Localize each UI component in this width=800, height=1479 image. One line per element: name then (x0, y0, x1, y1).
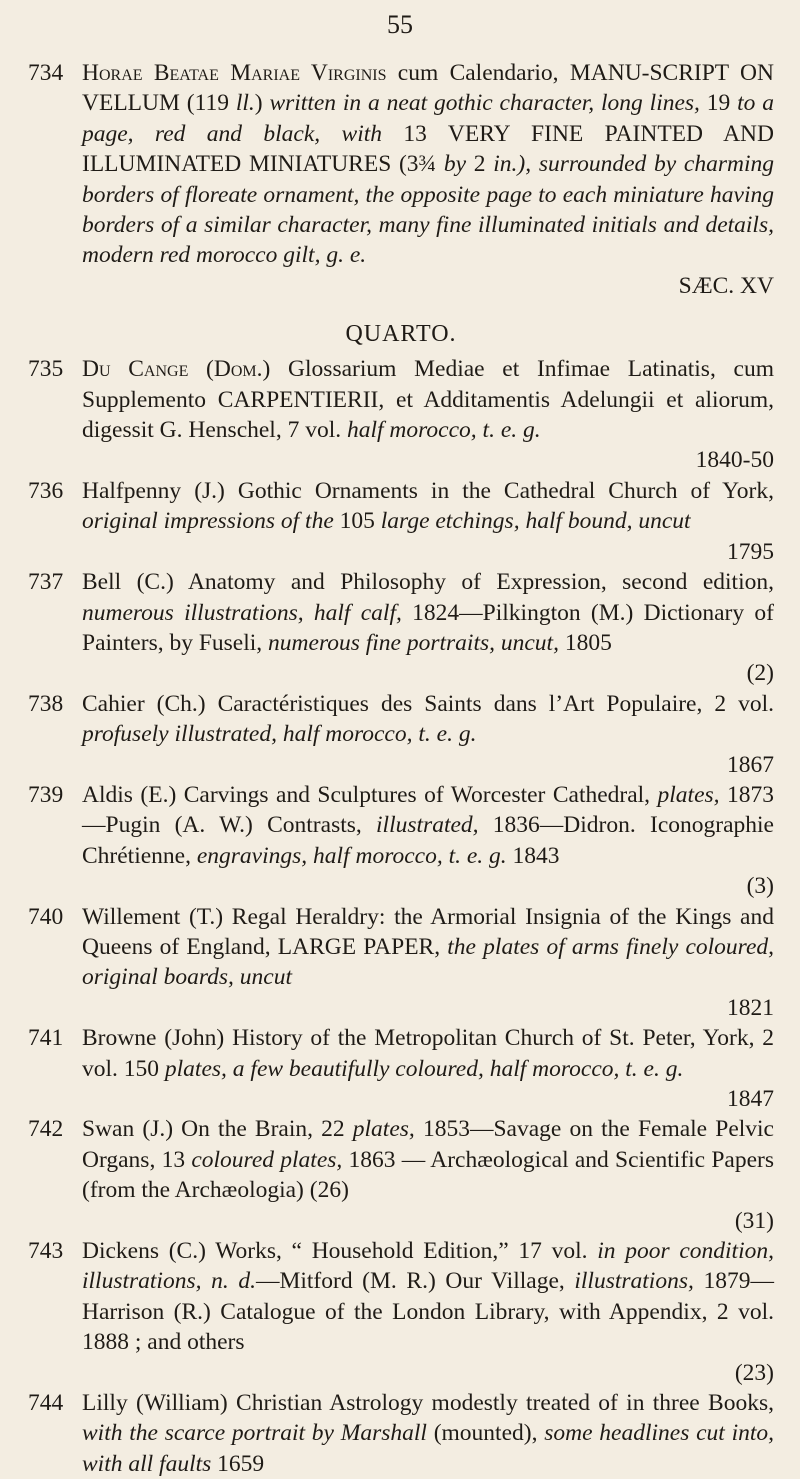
entry-segment: 105 (333, 508, 381, 535)
entry-segment: 13 VERY FINE PAINTED AND ILLUMINATED MINIATURES (3¾ (82, 120, 774, 178)
lot-number: 734 (28, 60, 64, 86)
entry-segment: Willement (T.) Regal Heraldry: the Armorial Insignia of the Kings and Queens of England, LARGE PAPER, (82, 903, 774, 960)
entry-text (82, 476, 774, 537)
entry-segment: engravings, half morocco, t. e. g. (196, 842, 507, 869)
entry-segment: profusely illustrated, half morocco, t. e. g. (82, 721, 477, 748)
entry-segment: Lilly (William) Christian Astrology modestly treated of in three Books, (82, 1390, 774, 1417)
entry-segment: 1824—Pilkington (M.) Dictionary of Painters, by Fuseli, (82, 599, 774, 656)
entry-tail: (2) (746, 660, 774, 687)
lot-number: 743 (28, 1238, 64, 1265)
entry-tail-row (28, 271, 774, 301)
entry-segment: Dickens (C.) Works, “ Household Edition,” 17 vol. (82, 1238, 598, 1265)
entry-tail-row (28, 1206, 774, 1236)
entry-text (82, 354, 774, 445)
entry-segment: Cahier (Ch.) Caractéristiques des Saints dans l’Art Populaire, 2 vol. (82, 690, 774, 717)
entry-segment: original impressions of the (82, 508, 334, 535)
entry-title: Du Cange (Dom.) (82, 356, 271, 383)
section-heading: QUARTO. (345, 321, 457, 348)
entry-segment: plates, a few beautifully coloured, half morocco, t. e. g. (164, 1055, 684, 1082)
list-item (28, 1023, 774, 1084)
list-item (28, 476, 774, 537)
entry-segment: 2 (466, 151, 494, 178)
entry-text (82, 58, 774, 271)
entry-segment: half morocco, t. e. g. (347, 417, 541, 444)
entry-segment: Browne (John) History of the Metropolitan Church of St. Peter, York, 2 vol. 150 (82, 1025, 774, 1082)
entry-segment: Aldis (E.) Carvings and Sculptures of Worcester Cathedral, (82, 781, 658, 808)
lot-number: 740 (28, 903, 64, 930)
entry-segment: Halfpenny (J.) Gothic Ornaments in the Cathedral Church of York, (82, 477, 774, 504)
lot-number: 735 (28, 356, 64, 383)
entry-tail: 1795 (727, 538, 774, 565)
entry-segment: coloured plates, (191, 1146, 343, 1173)
entry-segment: 19 (699, 90, 738, 117)
entry-segment: numerous fine portraits, uncut, (268, 629, 559, 656)
entry-segment: Swan (J.) On the Brain, 22 (82, 1116, 353, 1143)
entry-segment: Bell (C.) Anatomy and Philosophy of Expression, second edition, (82, 569, 774, 596)
entry-tail: 1840-50 (695, 447, 774, 474)
lot-number: 742 (28, 1116, 64, 1143)
entry-segment: (mounted), (426, 1420, 545, 1447)
entry-tail-row (28, 1358, 774, 1388)
entry-segment: plates, (657, 781, 720, 808)
entry-text (82, 689, 774, 750)
entry-tail-row (28, 750, 774, 780)
entry-tail: (3) (746, 873, 774, 900)
entry-text (82, 902, 774, 993)
entry-tail-row (28, 1084, 774, 1114)
entry-segment: 1863 — Archæological and Scientific Papers (from the Archæologia) (26) (82, 1146, 775, 1204)
entry-segment: —Mitford (M. R.) Our Village, (255, 1268, 575, 1295)
entry-segment: ) (254, 90, 270, 117)
entry-segment: in.), surrounded by charming borders of floreate ornament, the opposite page to each miniature having borders of a similar character, many fine illuminated initials and details, modern red morocco gilt, g. e. (82, 151, 774, 269)
entry-segment: written in a neat gothic character, long lines, (269, 90, 700, 117)
entry-tail: 1867 (727, 751, 774, 778)
entry-tail-row (28, 658, 774, 688)
entry-list (28, 58, 774, 1479)
entry-segment: Glossarium Mediae et Infimae Latinatis, cum Supplemento CARPENTIERII, et Additamentis Adelungii et aliorum, digessit G. Henschel, 7 vol. (82, 356, 774, 444)
entry-segment: numerous illustrations, half calf, (82, 599, 402, 626)
lot-number: 744 (28, 1390, 64, 1417)
list-item (28, 902, 774, 993)
entry-segment: to a page, red and black, with (82, 90, 775, 147)
list-item (28, 58, 774, 271)
lot-number: 738 (28, 690, 64, 717)
page-number: 55 (387, 10, 413, 39)
entry-text (82, 780, 774, 871)
entry-segment: 1659 (211, 1450, 265, 1477)
entry-text (82, 1388, 774, 1479)
entry-segment: illustrations, (574, 1268, 694, 1295)
entry-segment: 1805 (558, 629, 612, 656)
entry-segment: the plates of arms finely coloured, original boards, uncut (82, 933, 774, 991)
entry-tail-row (28, 445, 774, 475)
entry-tail: 1847 (727, 1086, 774, 1112)
lot-number: 739 (28, 781, 64, 808)
entry-segment: illustrated, (376, 812, 479, 839)
entry-segment: some headlines cut into, with all faults (82, 1420, 774, 1477)
entry-tail-row (28, 993, 774, 1023)
entry-tail-row (28, 537, 774, 567)
entry-tail: (23) (734, 1359, 774, 1386)
entry-tail: 1821 (727, 994, 774, 1021)
entry-text (82, 1114, 774, 1205)
lot-number: 736 (28, 477, 64, 504)
entry-segment: with the scarce portrait by Marshall (82, 1420, 427, 1447)
list-item (28, 780, 774, 871)
entry-segment: 1853—Savage on the Female Pelvic Organs, 13 (82, 1116, 774, 1173)
entry-tail: (31) (734, 1207, 774, 1234)
entry-title: Horae Beatae Mariae Virginis (82, 60, 387, 86)
list-item (28, 354, 774, 445)
entry-segment: in poor condition, illustrations, n. d. (82, 1238, 774, 1295)
entry-tail: SÆC. XV (678, 272, 774, 299)
entry-segment: 1873—Pugin (A. W.) Contrasts, (82, 781, 775, 839)
list-item (28, 1114, 774, 1205)
lot-number: 741 (28, 1025, 64, 1052)
entry-segment: cum Calendario, MANU-SCRIPT ON VELLUM (119 (82, 60, 774, 117)
entry-tail-row (28, 871, 774, 901)
entry-segment: 1879—Harrison (R.) Catalogue of the London Library, with Appendix, 2 vol. 1888 ; and others (82, 1268, 774, 1356)
entry-segment: ll. (235, 90, 255, 117)
lot-number: 737 (28, 569, 64, 596)
list-item (28, 689, 774, 750)
entry-segment: large etchings, half bound, uncut (380, 508, 691, 535)
entry-segment: 1843 (506, 842, 560, 869)
list-item (28, 567, 774, 658)
entry-text (82, 1236, 774, 1358)
list-item (28, 1236, 774, 1358)
entry-text (82, 567, 774, 658)
list-item (28, 1388, 774, 1479)
entry-segment: by (443, 151, 467, 178)
entry-segment: plates, (352, 1116, 415, 1143)
entry-text (82, 1023, 774, 1084)
entry-segment: 1836—Didron. Iconographie Chrétienne, (82, 812, 774, 869)
